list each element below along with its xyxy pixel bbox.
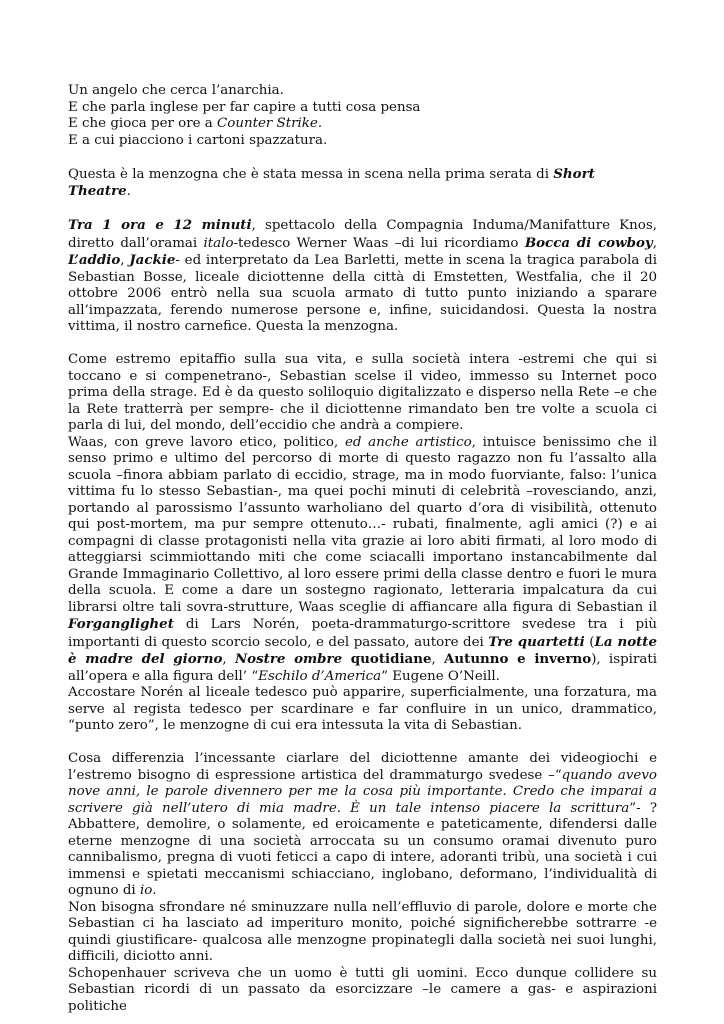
paragraph-epitaffio: Come estremo epitaffio sulla sua vita, e sulla società intera -estremi che qui si toccano e si compenetrano-, Sebastian scelse il video, immesso su Internet poco prima della strage. Ed è da questo soliloquio digitalizzato e disperso nella Rete –e che la Rete tratterrà per sempre- che il diciottenne rimandato ben tre volte a scuola ci parla di lui, del mondo, dell’eccidio che andrà a compiere. — [68, 352, 657, 433]
intro-line-3 — [68, 116, 657, 133]
p3-s2: , spettacolo della Compagnia Induma/Manifatture Knos, diretto dall’oramai — [68, 218, 657, 251]
p7-s1: Cosa differenzia l’incessante ciarlare del diciottenne amante dei videogiochi e l’estremo bisogno di espressione artistica del drammaturgo svedese –“ — [68, 751, 657, 783]
show-title: Tra 1 ora e 12 minuti — [68, 217, 252, 233]
paragraph-schopenhauer: Schopenhauer scriveva che un uomo è tutti gli uomini. Ecco dunque collidere su Sebastian ricordi di un passato da esorcizzare –le camere a gas- e aspirazioni politiche — [68, 965, 657, 1014]
p7-s3: ”- ? Abbattere, demolire, o solamente, ed eroicamente e pateticamente, difendersi dalle eterne menzogne di una società arroccata su un consumo oramai divenuto puro cannibalismo, pregna di vuoti feticci a capo di intere, adoranti tribù, una società i cui immensi e spietati meccanismi schiacciano, inglobano, deformano, l’individualità di ognuno di — [68, 800, 658, 898]
ed-anche-artistico: ed anche artistico — [344, 434, 472, 450]
p5-s7: ( — [584, 634, 595, 650]
laddio-title: L’addio — [68, 252, 121, 268]
quotidiane-word: quotidiane — [342, 651, 432, 667]
p5-s14: ), ispirati all’opera e alla figura dell’ “ — [68, 652, 657, 684]
paragraph-noren: Accostare Norén al liceale tedesco può apparire, superficialmente, una forzatura, ma serve al regista tedesco per scardinare e far confluire in un unico, drammatico, “punto zero”, le menzogne di cui era intessuta la vita di Sebastian. — [68, 685, 657, 733]
p2-end: . — [126, 184, 131, 199]
p5-s12: , — [431, 652, 445, 667]
io-word: io — [139, 883, 153, 898]
paragraph-differenzia — [68, 751, 657, 900]
la-notte-title: La notte è madre del giorno — [68, 633, 658, 667]
short-theatre-title: Short Theatre — [68, 165, 595, 199]
paragraph-menzogna — [68, 166, 657, 201]
tre-quartetti-title: Tre quartetti — [488, 633, 585, 650]
p3-s10: - ed interpretato da Lea Barletti, mette in scena la tragica parabola di Sebastian Bosse, liceale diciottenne della città di Emstetten, Westfalia, che il 20 ottobre 2006 entrò nella sua scuola armato di tutto punto iniziando a sparare all’impazzata, ferendo numerose persone e, infine, suicidandosi. Questa la nostra vittima, il nostro carnefice. Questa la menzogna. — [68, 253, 657, 334]
p5-s16: ” Eugene O’Neill. — [381, 668, 500, 684]
p7-s5: . — [152, 883, 157, 898]
p5-s5: di Lars Norén, poeta-drammaturgo-scrittore svedese tra i più importanti di questo scorcio secolo, e del passato, autore dei — [68, 617, 657, 650]
paragraph-spettacolo — [68, 217, 657, 336]
p5-s3: , intuisce benissimo che il senso primo e ultimo del percorso di morte di questo ragazzo non fu l’assalto alla scuola –finora abbiam parlato di eccidio, strage, ma in modo fuorviante, falso: l’unica vittima fu lo stesso Sebastian-, ma quei pochi minuti di celebrità –rovesciando, anzi, portando al parossismo l’assunto warholiano del quarto d’ora di visibilità, ottenuto qui post-mortem, ma pur sempre ottenuto…- rubati, finalmente, agli amici (?) e ai compagni di classe protagonisti nella vita grazie ai loro abiti firmati, al loro modo di atteggiarsi scimmiottando miti che come sciacalli importano instancabilmente dal Grande Immaginario Collettivo, al loro essere primi della classe dentro e fuori le mura della scuola. E come a dare un sostegno ragionato, letteraria impalcatura da cui librarsi oltre tali sovra-strutture, Waas sceglie di affiancare alla figura di Sebastian il — [68, 434, 658, 615]
p5-s1: Waas, con greve lavoro etico, politico, — [68, 434, 345, 450]
p2-text: Questa è la menzogna che è stata messa in scena nella prima serata di — [68, 166, 554, 182]
p5-s9: , — [222, 652, 235, 667]
intro-line-1: Un angelo che cerca l’anarchia. — [68, 83, 284, 98]
document-body — [68, 83, 657, 1015]
p3-s4: -tedesco Werner Waas –di lui ricordiamo — [233, 235, 525, 251]
forganglighet-title: Forganglighet — [68, 616, 174, 632]
intro-verse — [68, 83, 657, 149]
p3-s8: , — [120, 253, 130, 268]
intro-line-2: E che parla inglese per far capire a tutti cosa pensa — [68, 99, 421, 115]
noren-quote: quando avevo nove anni, le parole divennero per me la cosa più importante. Credo che imparai a scrivere già nell’utero di mia madre. È un tale intenso piacere la scrittura — [68, 767, 657, 816]
p3-s6: , — [652, 235, 657, 251]
intro-line-3-text: E che gioca per ore a — [68, 116, 218, 131]
paragraph-sfrondare: Non bisogna sfrondare né sminuzzare nulla nell’effluvio di parole, dolore e morte che Sebastian ci ha lasciato ad imperituro monito, poiché significherebbe sottrarre -e quindi giustificare- qualcosa alle menzogne propinategli dalla società nei suoi lunghi, difficili, diciotto anni. — [68, 899, 657, 964]
jackie-title: Jackie — [129, 252, 176, 268]
intro-line-4: E a cui piacciono i cartoni spazzatura. — [68, 132, 328, 148]
nostre-ombre-title: Nostre ombre — [234, 651, 343, 667]
counter-strike-title: Counter Strike. — [217, 116, 323, 131]
italo-word: italo — [203, 235, 234, 251]
autunno-e-inverno-title: Autunno e inverno — [444, 651, 592, 667]
eschilo-damerica: Eschilo d’America — [258, 668, 382, 684]
bocca-di-cowboy-title: Bocca di cowboy — [524, 234, 653, 251]
paragraph-waas — [68, 435, 657, 686]
